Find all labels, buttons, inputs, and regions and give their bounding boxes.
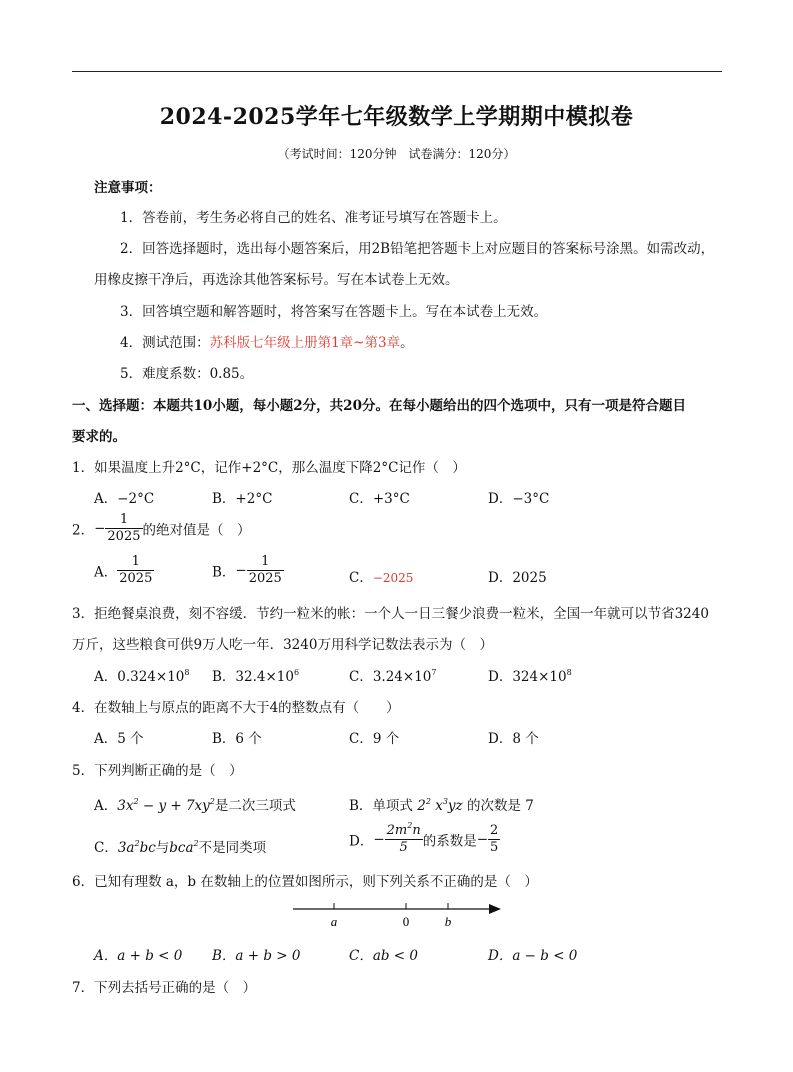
- notice-item-4-label: 4．测试范围：: [120, 335, 210, 351]
- q4-option-c: C．9 个: [349, 731, 400, 747]
- q1-option-c: C．+3°C: [349, 491, 410, 507]
- q6-option-a: A．a + b < 0: [94, 948, 183, 964]
- header-rule: [72, 71, 722, 72]
- question-3: 3．拒绝餐桌浪费，刻不容缓．节约一粒米的帐：一个人一日三餐少浪费一粒米，全国一年就可以节省3240: [72, 606, 709, 622]
- q5-option-d: D．− $\frac{2m^2n}{5}$ 的系数是− $\frac{2}{5}$: [349, 821, 499, 855]
- question-6: 6．已知有理数 a，b 在数轴上的位置如图所示，则下列关系不正确的是（ ）: [72, 874, 538, 890]
- q1-option-d: D．−3°C: [488, 491, 550, 507]
- notice-item-3: 3．回答填空题和解答题时，将答案写在答题卡上。写在本试卷上无效。: [120, 304, 548, 320]
- q5-option-c: C．$3a^2bc$与bca$^2$不是同类项: [94, 839, 267, 856]
- notice-heading: 注意事项：: [94, 180, 162, 196]
- q2-option-d: D．2025: [488, 570, 547, 586]
- section-heading: 一、选择题：本题共10小题，每小题2分，共20分。在每小题给出的四个选项中，只有一项是符合题目: [72, 398, 686, 414]
- exam-info: （考试时间：120分钟 试卷满分：120分）: [277, 147, 516, 161]
- notice-item-4-end: 。: [400, 335, 414, 351]
- section-heading-cont: 要求的。: [72, 429, 126, 445]
- q5-option-b: B．单项式 $2^2$ $x^3yz$ 的次数是 7: [349, 797, 534, 814]
- question-7: 7．下列去括号正确的是（ ）: [72, 980, 257, 996]
- notice-item-4: [120, 331, 414, 351]
- q3-option-c: C．$3.24\times 10^7$: [349, 668, 437, 685]
- q2-fraction: $\frac{1}{2025}$: [107, 512, 141, 544]
- q3-option-d: D．$324\times 10^8$: [488, 668, 572, 685]
- q3-option-a: A．$0.324\times 10^8$: [94, 668, 190, 685]
- page-title: 2024-2025学年七年级数学上学期期中模拟卷: [159, 104, 634, 130]
- q4-option-d: D．8 个: [488, 731, 539, 747]
- q6-option-b: B．a + b > 0: [212, 948, 301, 964]
- q2-option-a: A． $\frac{1}{2025}$: [94, 554, 153, 586]
- q6-option-c: C．ab < 0: [349, 948, 419, 964]
- q1-option-a: A．−2°C: [94, 491, 155, 507]
- q4-option-a: A．5 个: [94, 731, 144, 747]
- question-1: 1．如果温度上升2°C，记作+2°C，那么温度下降2°C记作（ ）: [72, 460, 466, 476]
- q2-option-c: C．−2025: [349, 570, 414, 586]
- q3-option-b: B．$32.4\times 10^6$: [212, 668, 300, 685]
- q2-option-b: B．− $\frac{1}{2025}$: [212, 554, 282, 586]
- notice-item-5: 5．难度系数：0.85。: [120, 366, 254, 382]
- question-4: 4．在数轴上与原点的距离不大于4的整数点有（ ）: [72, 700, 400, 716]
- q4-option-b: B．6 个: [212, 731, 262, 747]
- test-scope: 苏科版七年级上册第1章~第3章: [209, 335, 401, 351]
- label-zero: 0: [402, 914, 410, 929]
- notice-item-2-cont: 用橡皮擦干净后，再选涂其他答案标号。写在本试卷上无效。: [94, 272, 459, 288]
- q6-option-d: D．a − b < 0: [488, 948, 578, 964]
- notice-item-1: 1．答卷前，考生务必将自己的姓名、准考证号填写在答题卡上。: [120, 210, 507, 226]
- label-a: a: [330, 914, 338, 929]
- question-3-cont: 万斤，这些粮食可供9万人吃一年．3240万用科学记数法表示为（ ）: [72, 637, 493, 653]
- notice-item-2: 2．回答选择题时，选出每小题答案后，用2B铅笔把答题卡上对应题目的答案标号涂黑。如需改动，: [120, 241, 715, 257]
- label-b: b: [444, 914, 452, 929]
- number-line-figure: [290, 898, 505, 932]
- number-line-arrow: [489, 904, 501, 914]
- question-2: 2．− $\frac{1}{2025}$ 的绝对值是（ ）: [72, 512, 251, 544]
- q1-option-b: B．+2°C: [212, 491, 273, 507]
- q5-option-a: A．$3x^2 - y + 7xy^2$是二次三项式: [94, 797, 296, 814]
- question-5: 5．下列判断正确的是（ ）: [72, 763, 243, 779]
